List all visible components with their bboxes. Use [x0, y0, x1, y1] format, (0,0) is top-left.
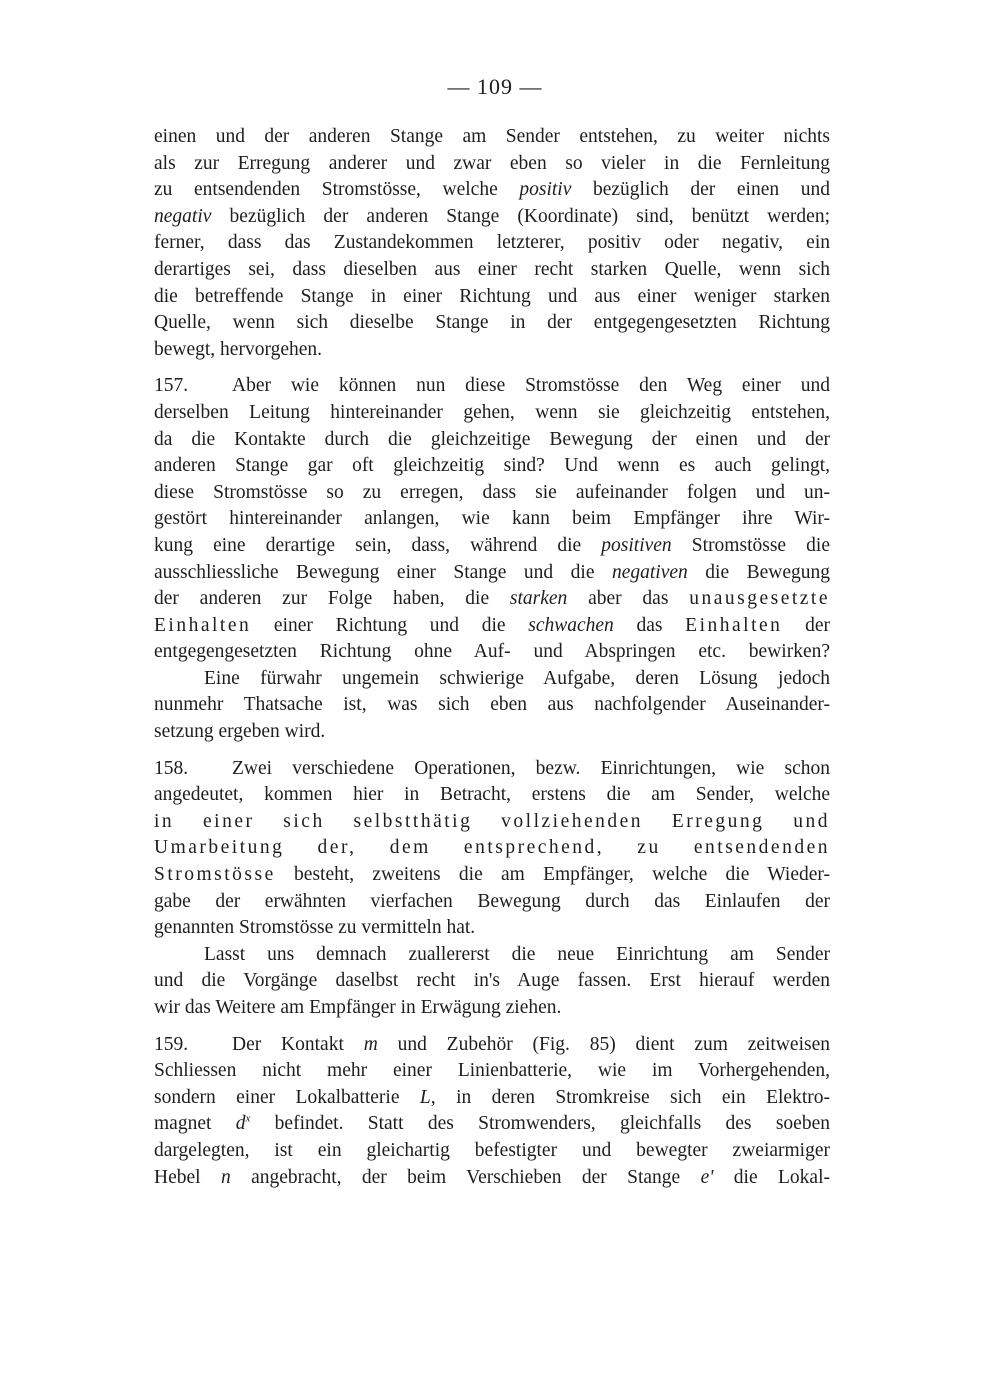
- text-line: [154, 204, 830, 231]
- italic-term: n: [220, 1166, 231, 1188]
- italic-term: positiven: [601, 534, 672, 556]
- text-run: aber das: [567, 588, 690, 610]
- text-line: [154, 533, 830, 560]
- text-line: gabe der erwähnten vierfachen Bewegung durch das Einlaufen der: [154, 890, 830, 912]
- text-run: die Bewegung: [687, 561, 830, 583]
- text-line: [154, 1111, 830, 1138]
- section-157: [154, 373, 830, 745]
- italic-term: L,: [419, 1086, 436, 1108]
- text-run: der: [782, 614, 830, 636]
- text-line: Eine fürwahr ungemein schwierige Aufgabe, deren Lösung jedoch: [204, 667, 830, 689]
- text-run: magnet: [154, 1113, 236, 1135]
- text-run: bezüglich der einen und: [571, 179, 830, 201]
- text-line: genannten Stromstösse zu vermitteln hat.: [154, 917, 476, 939]
- text-line: [154, 862, 830, 889]
- text-run: befindet. Statt des Stromwenders, gleichfalls des soeben: [250, 1113, 830, 1135]
- section-159: [154, 1032, 830, 1192]
- text-line: [154, 613, 830, 640]
- section-number: 157.: [154, 375, 189, 397]
- text-run: angebracht, der beim Verschieben der Stange: [230, 1166, 701, 1188]
- spaced-term: Stromstösse: [154, 864, 276, 886]
- superscript: x: [245, 1112, 251, 1125]
- text-run: einer Richtung und die: [251, 614, 529, 636]
- text-run: ausschliessliche Bewegung einer Stange und die: [154, 561, 612, 583]
- text-line: wir das Weitere am Empfänger in Erwägung ziehen.: [154, 997, 562, 1018]
- text-line: derartiges sei, dass dieselben aus einer recht starken Quelle, wenn sich: [154, 258, 830, 280]
- text-line: dargelegten, ist ein gleichartig befestigter und bewegter zweiarmiger: [154, 1139, 830, 1161]
- italic-term: e': [700, 1166, 714, 1188]
- text-run: zu entsendenden Stromstösse, welche: [154, 179, 520, 201]
- text-run: der anderen zur Folge haben, die: [154, 588, 510, 610]
- body-text: [154, 124, 830, 1191]
- text-line: einen und der anderen Stange am Sender entstehen, zu weiter nichts: [154, 126, 830, 147]
- text-line: setzung ergeben wird.: [154, 721, 326, 743]
- text-run: kung eine derartige sein, dass, während die: [154, 534, 602, 556]
- spaced-line: in einer sich selbstthätig vollziehenden Erregung und: [154, 810, 830, 832]
- text-line: diese Stromstösse so zu erregen, dass sie aufeinander folgen und un-: [154, 481, 830, 503]
- section-158: [154, 756, 830, 1022]
- text-line: und die Vorgänge daselbst recht in's Auge fassen. Erst hierauf werden: [154, 970, 830, 992]
- text-line: angedeutet, kommen hier in Betracht, erstens die am Sender, welche: [154, 784, 830, 806]
- text-line: nunmehr Thatsache ist, was sich eben aus nachfolgender Auseinander-: [154, 694, 830, 716]
- spaced-term: Einhalten: [154, 614, 252, 636]
- text-run: das: [613, 614, 686, 636]
- text-line: [154, 756, 830, 783]
- italic-term: negativen: [611, 561, 688, 583]
- text-line: bewegt, hervorgehen.: [154, 338, 323, 360]
- text-line: [154, 560, 830, 587]
- text-line: die betreffende Stange in einer Richtung und aus einer weniger starken: [154, 285, 830, 307]
- italic-term: d: [235, 1113, 246, 1135]
- text-run: Der Kontakt: [232, 1033, 364, 1055]
- text-run: und Zubehör (Fig. 85) dient zum zeitweisen: [377, 1033, 830, 1055]
- spaced-term: unausgesetzte: [689, 588, 830, 610]
- paragraph-continuation: [154, 124, 830, 363]
- text-run: Stromstösse die: [671, 534, 830, 556]
- text-line: gestört hintereinander anlangen, wie kann beim Empfänger ihre Wir-: [154, 508, 830, 530]
- text-line: [154, 177, 830, 204]
- section-number: 158.: [154, 757, 189, 779]
- text-run: sondern einer Lokalbatterie: [154, 1086, 420, 1108]
- text-line: Quelle, wenn sich dieselbe Stange in der entgegengesetzten Richtung: [154, 312, 830, 334]
- text-run: die Lokal-: [713, 1166, 830, 1188]
- text-run: Hebel: [154, 1166, 221, 1188]
- text-line: [154, 1032, 830, 1059]
- text-run: Aber wie können nun diese Stromstösse den Weg einer und: [232, 375, 830, 397]
- text-run: bezüglich der anderen Stange (Koordinate) sind, benützt werden;: [211, 205, 830, 227]
- text-line: da die Kontakte durch die gleichzeitige Bewegung der einen und der: [154, 428, 830, 450]
- text-line: [154, 1085, 830, 1112]
- text-line: derselben Leitung hintereinander gehen, wenn sie gleichzeitig entstehen,: [154, 401, 830, 423]
- text-run: in deren Stromkreise sich ein Elektro-: [435, 1086, 830, 1108]
- spaced-line: Umarbeitung der, dem entsprechend, zu entsendenden: [154, 837, 830, 859]
- text-line: Lasst uns demnach zuallererst die neue Einrichtung am Sender: [204, 943, 830, 965]
- text-line: als zur Erregung anderer und zwar eben so vieler in die Fernleitung: [154, 152, 830, 174]
- text-run: Zwei verschiedene Operationen, bezw. Einrichtungen, wie schon: [232, 757, 830, 779]
- italic-term: positiv: [519, 179, 572, 201]
- text-line: Schliessen nicht mehr einer Linienbatterie, wie im Vorhergehenden,: [154, 1060, 830, 1082]
- text-line: entgegengesetzten Richtung ohne Auf- und Abspringen etc. bewirken?: [154, 641, 830, 663]
- italic-term: starken: [509, 588, 568, 610]
- italic-term: m: [363, 1033, 378, 1055]
- text-run: besteht, zweitens die am Empfänger, welche die Wieder-: [275, 864, 830, 886]
- italic-term: negativ: [154, 205, 212, 227]
- text-line: anderen Stange gar oft gleichzeitig sind? Und wenn es auch gelingt,: [154, 455, 830, 477]
- text-line: ferner, dass das Zustandekommen letzterer, positiv oder negativ, ein: [154, 232, 830, 254]
- text-line: [154, 373, 830, 400]
- section-number: 159.: [154, 1033, 189, 1055]
- italic-term: schwachen: [528, 614, 614, 636]
- text-line: [154, 1165, 830, 1192]
- spaced-term: Einhalten: [685, 614, 783, 636]
- page-number: — 109 —: [447, 74, 543, 99]
- text-line: [154, 586, 830, 613]
